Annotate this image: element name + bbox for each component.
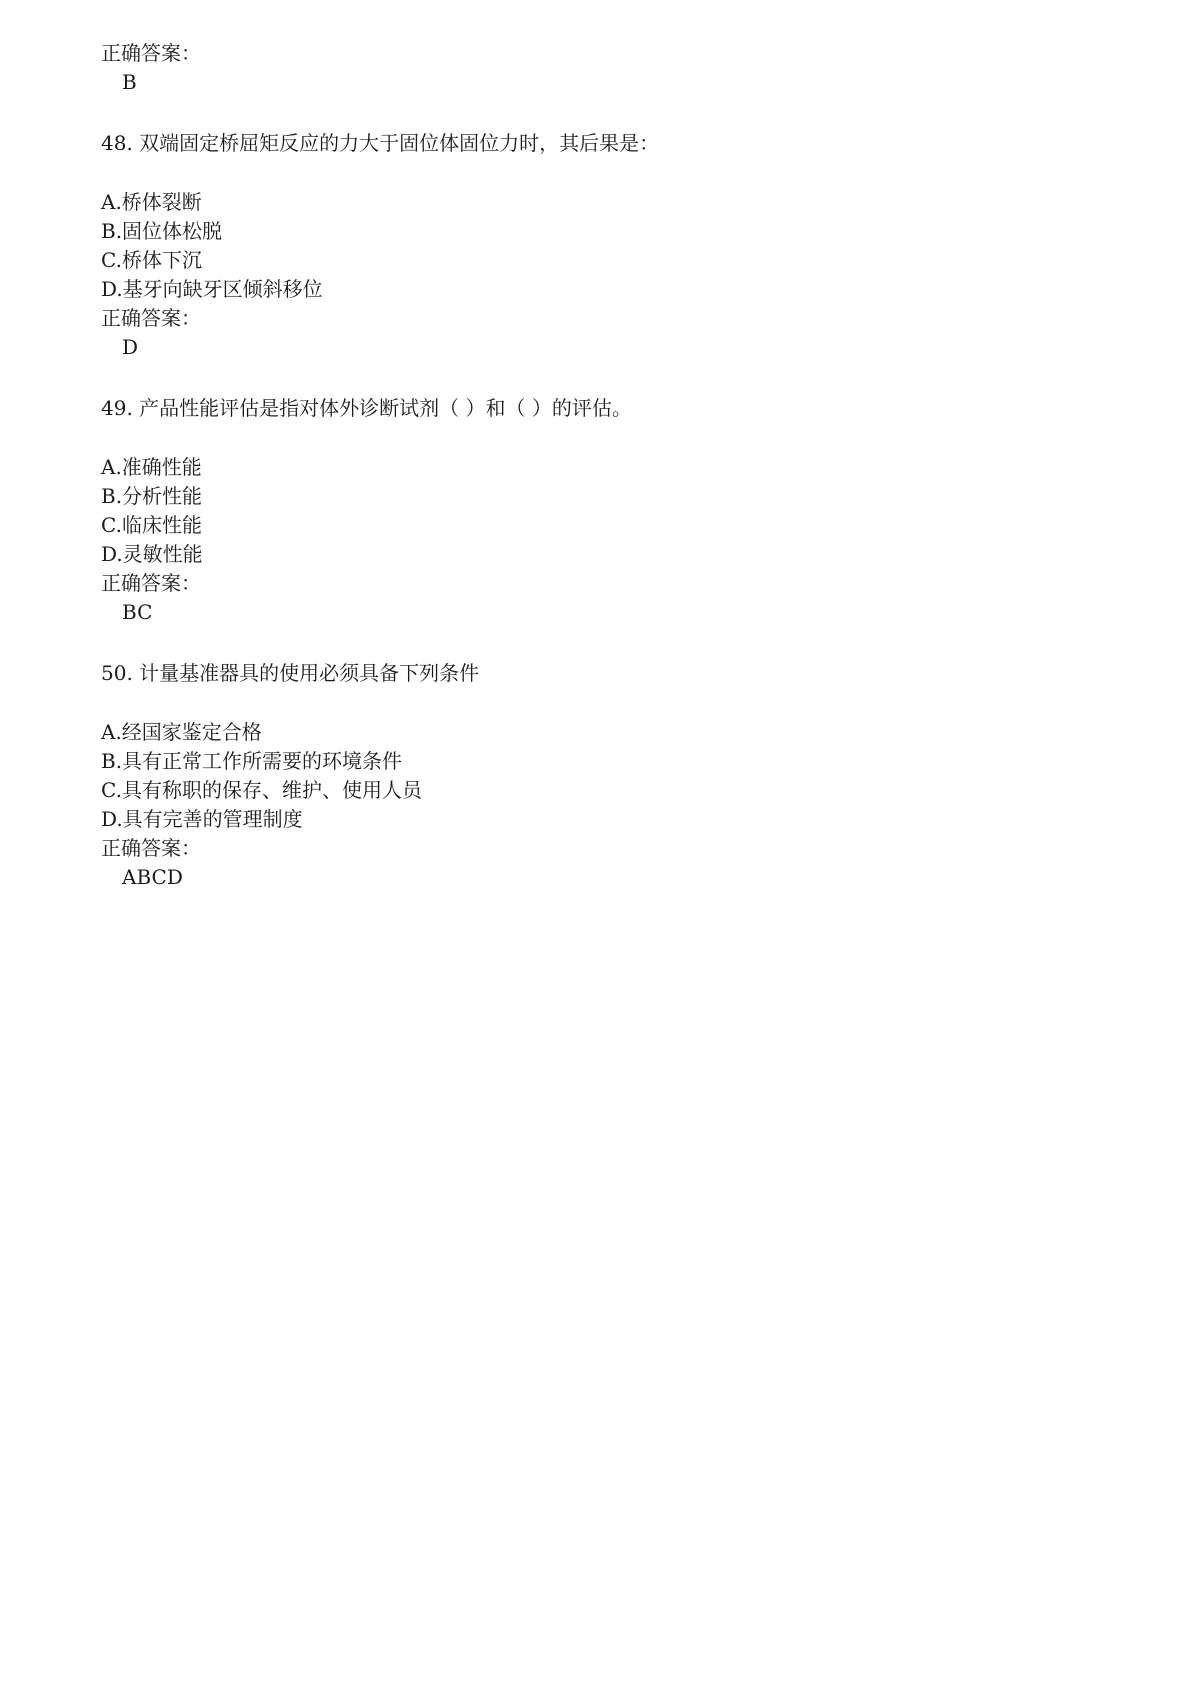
- option-a: A.准确性能: [101, 455, 202, 479]
- answer-value: BC: [122, 600, 153, 624]
- answer-label: 正确答案：: [101, 306, 201, 330]
- option-b: B.具有正常工作所需要的环境条件: [101, 749, 403, 773]
- answer-label: 正确答案：: [101, 41, 201, 65]
- question-stem: 48. 双端固定桥屈矩反应的力大于固位体固位力时，其后果是：: [101, 131, 660, 155]
- option-b: B.固位体松脱: [101, 219, 223, 243]
- answer-label: 正确答案：: [101, 571, 201, 595]
- option-b: B.分析性能: [101, 484, 203, 508]
- option-d: D.具有完善的管理制度: [101, 807, 303, 831]
- option-d: D.基牙向缺牙区倾斜移位: [101, 277, 323, 301]
- answer-value: B: [122, 70, 137, 94]
- option-a: A.经国家鉴定合格: [101, 720, 262, 744]
- option-a: A.桥体裂断: [101, 190, 202, 214]
- answer-value: ABCD: [122, 865, 183, 889]
- option-c: C.桥体下沉: [101, 248, 202, 272]
- answer-value: D: [122, 335, 139, 359]
- answer-label: 正确答案：: [101, 836, 201, 860]
- question-stem: 50. 计量基准器具的使用必须具备下列条件: [101, 661, 480, 685]
- option-c: C.具有称职的保存、维护、使用人员: [101, 778, 422, 802]
- option-c: C.临床性能: [101, 513, 202, 537]
- option-d: D.灵敏性能: [101, 542, 203, 566]
- question-stem: 49. 产品性能评估是指对体外诊断试剂（ ）和（ ）的评估。: [101, 396, 632, 420]
